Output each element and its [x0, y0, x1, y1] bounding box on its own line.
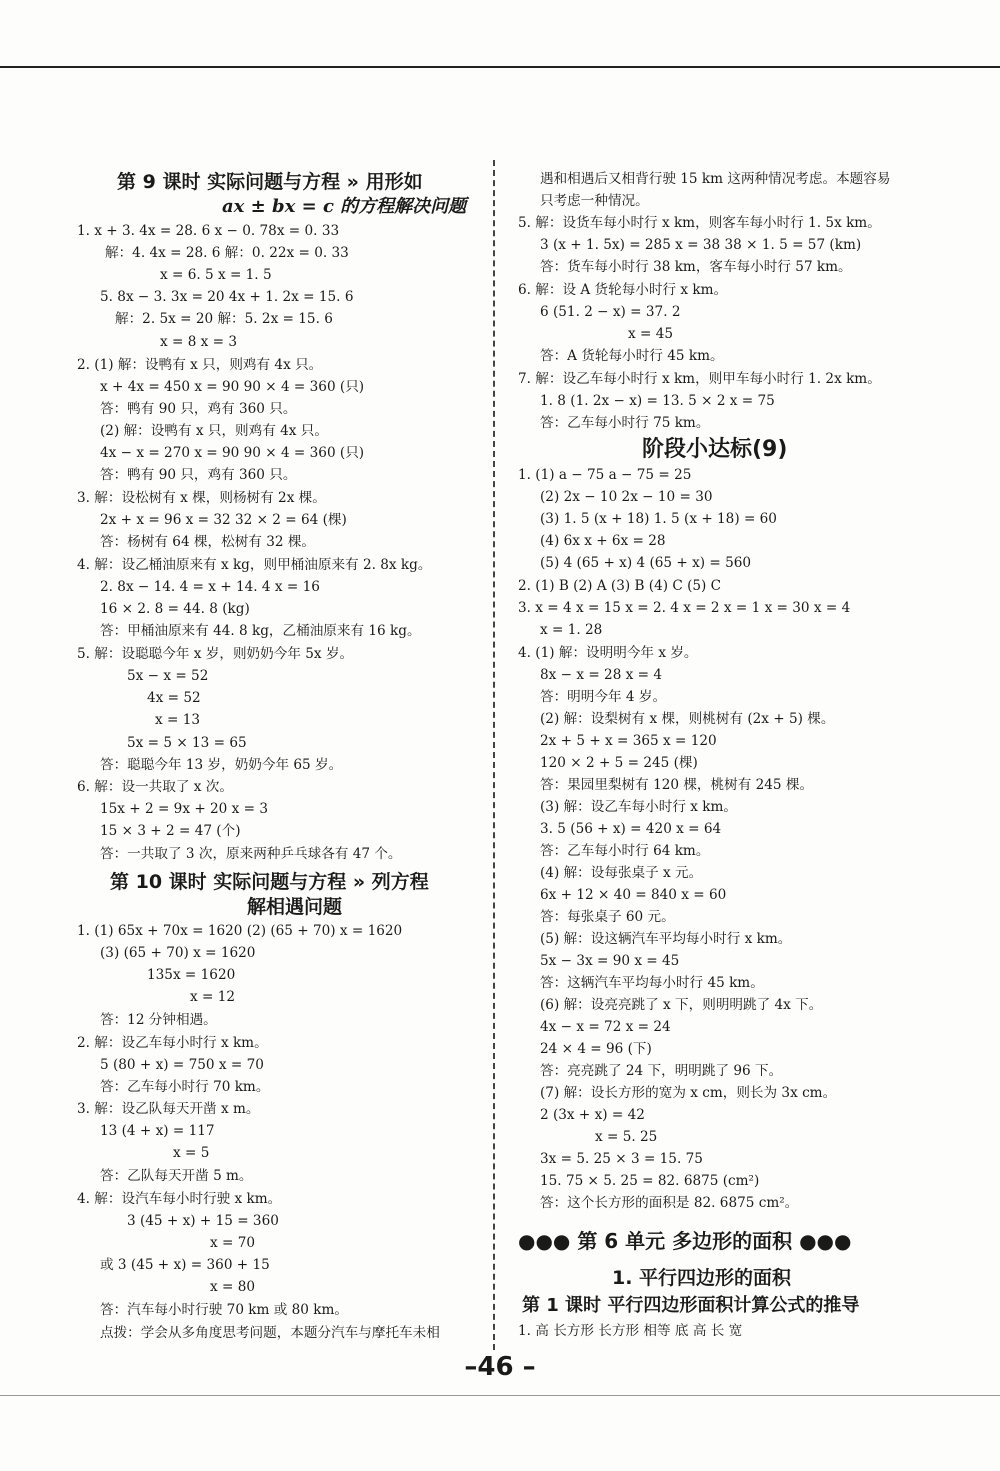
text-line: 5. 8x − 3. 3x = 20 4x + 1. 2x = 15. 6 [100, 289, 354, 305]
text-line: 答：鸭有 90 只，鸡有 360 只。 [100, 467, 297, 483]
text-line: (5) 4 (65 + x) 4 (65 + x) = 560 [540, 555, 752, 571]
text-line: (7) 解：设长方形的宽为 x cm，则长为 3x cm。 [540, 1085, 837, 1101]
section-heading: 1. 平行四边形的面积 [612, 1267, 792, 1289]
text-line: 1. 高 长方形 长方形 相等 底 高 长 宽 [518, 1323, 743, 1339]
text-line: x + 4x = 450 x = 90 90 × 4 = 360 (只) [100, 379, 365, 395]
text-line: x = 12 [190, 989, 235, 1005]
text-line: 5x − x = 52 [127, 668, 209, 684]
text-line: (2) 2x − 10 2x − 10 = 30 [540, 489, 713, 505]
text-line: x = 5. 25 [595, 1129, 658, 1145]
text-line: 3 (x + 1. 5x) = 285 x = 38 38 × 1. 5 = 57 (km) [540, 237, 862, 253]
text-line: 解：4. 4x = 28. 6 解：0. 22x = 0. 33 [105, 245, 349, 261]
text-line: 2x + x = 96 x = 32 32 × 2 = 64 (棵) [100, 512, 347, 528]
text-line: 16 × 2. 8 = 44. 8 (kg) [100, 601, 250, 617]
text-line: 5 (80 + x) = 750 x = 70 [100, 1057, 264, 1073]
page-number: –46 – [464, 1352, 536, 1382]
text-line: 答：一共取了 3 次，原来两种乒乓球各有 47 个。 [100, 846, 402, 862]
text-line: 13 (4 + x) = 117 [100, 1123, 215, 1139]
text-line: 6x + 12 × 40 = 840 x = 60 [540, 887, 727, 903]
text-line: 答：这个长方形的面积是 82. 6875 cm²。 [540, 1195, 799, 1211]
text-line: 6. 解：设 A 货轮每小时行 x km。 [518, 282, 728, 298]
text-line: (4) 解：设每张桌子 x 元。 [540, 865, 703, 881]
text-line: 答：这辆汽车平均每小时行 45 km。 [540, 975, 764, 991]
text-line: 3x = 5. 25 × 3 = 15. 75 [540, 1151, 703, 1167]
text-line: 5x − 3x = 90 x = 45 [540, 953, 680, 969]
text-line: 7. 解：设乙车每小时行 x km，则甲车每小时行 1. 2x km。 [518, 371, 881, 387]
text-line: 6 (51. 2 − x) = 37. 2 [540, 304, 681, 320]
text-line: x = 8 x = 3 [160, 334, 238, 350]
text-line: (4) 6x x + 6x = 28 [540, 533, 666, 549]
text-line: 答：货车每小时行 38 km，客车每小时行 57 km。 [540, 259, 852, 275]
text-line: 4. 解：设汽车每小时行驶 x km。 [77, 1191, 282, 1207]
text-line: x = 5 [173, 1145, 210, 1161]
text-line: 答：12 分钟相遇。 [100, 1012, 217, 1028]
top-rule [0, 66, 1000, 68]
text-line: 4x − x = 270 x = 90 90 × 4 = 360 (只) [100, 445, 365, 461]
text-line: 5. 解：设聪聪今年 x 岁，则奶奶今年 5x 岁。 [77, 646, 354, 662]
text-line: 3 (45 + x) + 15 = 360 [127, 1213, 279, 1229]
text-line: 答：乙车每小时行 64 km。 [540, 843, 710, 859]
text-line: 或 3 (45 + x) = 360 + 15 [100, 1257, 270, 1273]
text-line: (3) (65 + 70) x = 1620 [100, 945, 256, 961]
text-line: 答：聪聪今年 13 岁，奶奶今年 65 岁。 [100, 757, 343, 773]
text-line: 1. x + 3. 4x = 28. 6 x − 0. 78x = 0. 33 [77, 223, 340, 239]
text-line: 2. (1) 解：设鸭有 x 只，则鸡有 4x 只。 [77, 357, 323, 373]
text-line: x = 6. 5 x = 1. 5 [160, 267, 272, 283]
text-line: 1. (1) a − 75 a − 75 = 25 [518, 467, 692, 483]
text-line: x = 1. 28 [540, 622, 603, 638]
text-line: 8x − x = 28 x = 4 [540, 667, 663, 683]
text-line: 答：亮亮跳了 24 下，明明跳了 96 下。 [540, 1063, 783, 1079]
text-line: 2x + 5 + x = 365 x = 120 [540, 733, 717, 749]
text-line: 15x + 2 = 9x + 20 x = 3 [100, 801, 268, 817]
text-line: 3. x = 4 x = 15 x = 2. 4 x = 2 x = 1 x = 30 x = 4 [518, 600, 851, 616]
bottom-rule [0, 1395, 1000, 1396]
text-line: x = 13 [155, 712, 200, 728]
section-heading: 解相遇问题 [247, 896, 343, 918]
text-line: 135x = 1620 [147, 967, 236, 983]
text-line: x = 70 [210, 1235, 255, 1251]
text-line: 3. 解：设乙队每天开凿 x m。 [77, 1101, 260, 1117]
text-line: 5. 解：设货车每小时行 x km，则客车每小时行 1. 5x km。 [518, 215, 881, 231]
section-heading: 第 10 课时 实际问题与方程 » 列方程 [110, 871, 429, 893]
text-line: 15. 75 × 5. 25 = 82. 6875 (cm²) [540, 1173, 760, 1189]
text-line: 1. (1) 65x + 70x = 1620 (2) (65 + 70) x = 1620 [77, 923, 403, 939]
section-heading: 第 9 课时 实际问题与方程 » 用形如 [117, 171, 423, 193]
column-divider [493, 160, 495, 1350]
text-line: (3) 1. 5 (x + 18) 1. 5 (x + 18) = 60 [540, 511, 777, 527]
text-line: (2) 解：设梨树有 x 棵，则桃树有 (2x + 5) 棵。 [540, 711, 835, 727]
section-heading: ax ± bx = c 的方程解决问题 [222, 196, 467, 217]
text-line: (3) 解：设乙车每小时行 x km。 [540, 799, 737, 815]
text-line: 答：A 货轮每小时行 45 km。 [540, 348, 724, 364]
text-line: 答：明明今年 4 岁。 [540, 689, 667, 705]
text-line: 4x = 52 [147, 690, 201, 706]
text-line: 答：甲桶油原来有 44. 8 kg，乙桶油原来有 16 kg。 [100, 623, 421, 639]
text-line: 120 × 2 + 5 = 245 (棵) [540, 755, 698, 771]
text-line: 24 × 4 = 96 (下) [540, 1041, 652, 1057]
text-line: 5x = 5 × 13 = 65 [127, 735, 247, 751]
text-line: 答：每张桌子 60 元。 [540, 909, 675, 925]
text-line: 2. (1) B (2) A (3) B (4) C (5) C [518, 578, 722, 594]
text-line: 1. 8 (1. 2x − x) = 13. 5 × 2 x = 75 [540, 393, 775, 409]
text-line: x = 45 [628, 326, 673, 342]
text-line: x = 80 [210, 1279, 255, 1295]
text-line: (2) 解：设鸭有 x 只，则鸡有 4x 只。 [100, 423, 328, 439]
text-line: 2. 解：设乙车每小时行 x km。 [77, 1035, 268, 1051]
section-heading: 阶段小达标(9) [642, 437, 788, 462]
text-line: 答：鸭有 90 只，鸡有 360 只。 [100, 401, 297, 417]
text-line: 答：乙车每小时行 70 km。 [100, 1079, 270, 1095]
text-line: (5) 解：设这辆汽车平均每小时行 x km。 [540, 931, 792, 947]
text-line: 3. 5 (56 + x) = 420 x = 64 [540, 821, 722, 837]
text-line: 答：杨树有 64 棵，松树有 32 棵。 [100, 534, 316, 550]
section-heading: 第 1 课时 平行四边形面积计算公式的推导 [522, 1295, 860, 1316]
text-line: 答：果园里梨树有 120 棵，桃树有 245 棵。 [540, 777, 814, 793]
text-line: 4. (1) 解：设明明今年 x 岁。 [518, 645, 698, 661]
text-line: 3. 解：设松树有 x 棵，则杨树有 2x 棵。 [77, 490, 326, 506]
text-line: 15 × 3 + 2 = 47 (个) [100, 823, 241, 839]
text-line: 6. 解：设一共取了 x 次。 [77, 779, 233, 795]
text-line: 遇和相遇后又相背行驶 15 km 这两种情况考虑。本题容易 [540, 171, 891, 187]
text-line: 4x − x = 72 x = 24 [540, 1019, 671, 1035]
section-heading: ●●● 第 6 单元 多边形的面积 ●●● [518, 1229, 852, 1253]
text-line: 解：2. 5x = 20 解：5. 2x = 15. 6 [115, 311, 333, 327]
text-line: 2. 8x − 14. 4 = x + 14. 4 x = 16 [100, 579, 320, 595]
text-line: 点拨：学会从多角度思考问题，本题分汽车与摩托车未相 [100, 1325, 440, 1341]
text-line: (6) 解：设亮亮跳了 x 下，则明明跳了 4x 下。 [540, 997, 823, 1013]
text-line: 答：乙队每天开凿 5 m。 [100, 1168, 253, 1184]
text-line: 4. 解：设乙桶油原来有 x kg，则甲桶油原来有 2. 8x kg。 [77, 557, 432, 573]
text-line: 只考虑一种情况。 [540, 193, 649, 209]
text-line: 2 (3x + x) = 42 [540, 1107, 645, 1123]
text-line: 答：汽车每小时行驶 70 km 或 80 km。 [100, 1302, 348, 1318]
text-line: 答：乙车每小时行 75 km。 [540, 415, 710, 431]
